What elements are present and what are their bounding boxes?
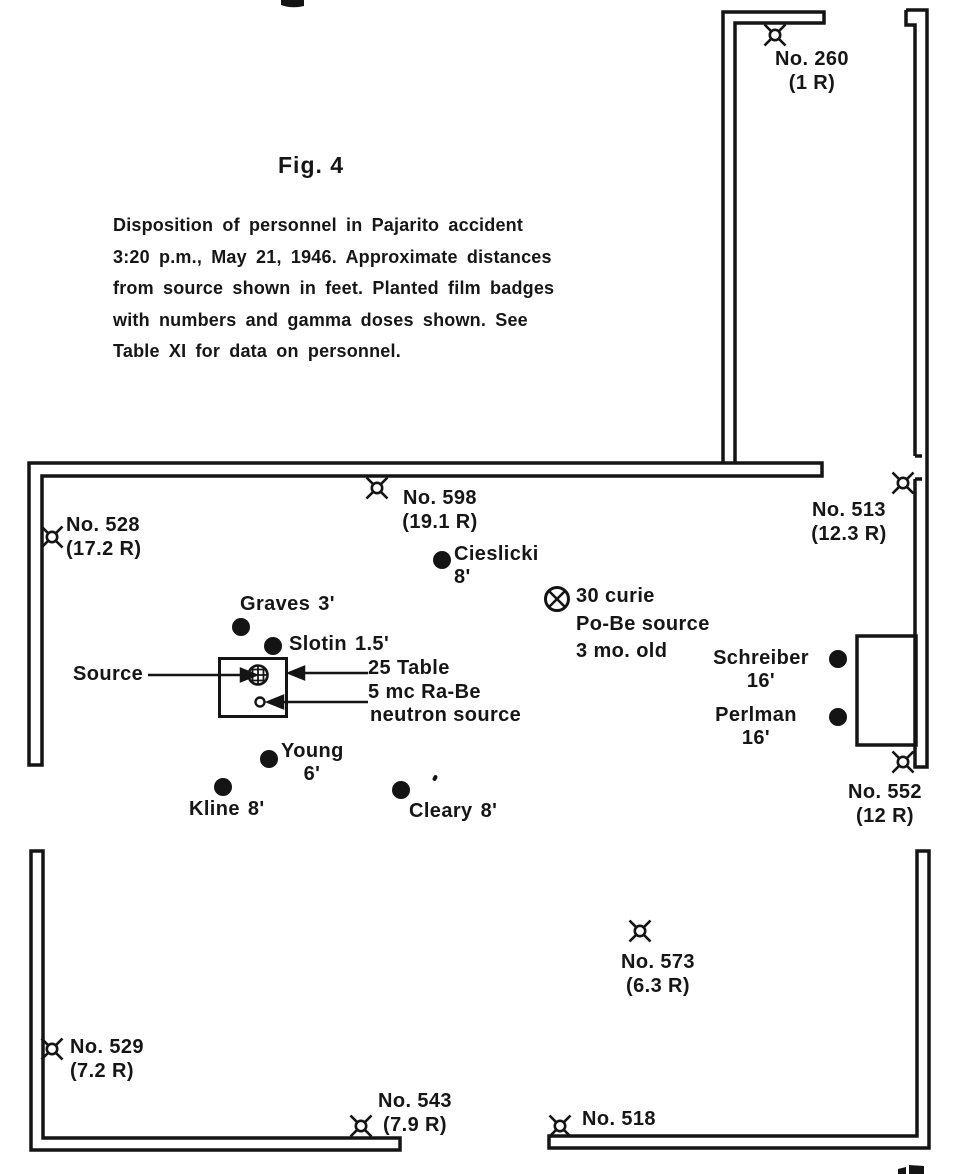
film-badge-552 <box>831 780 939 828</box>
badge-number: No. 598 <box>403 487 477 509</box>
film-badge-icon-518 <box>546 1112 574 1140</box>
film-badge-529 <box>70 1035 144 1083</box>
film-badge-598 <box>384 486 496 534</box>
person-dot-cieslicki <box>433 551 451 569</box>
person-distance: 6' <box>303 763 321 785</box>
person-name: Kline <box>189 798 240 820</box>
caption-line-1: Disposition of personnel in Pajarito accident <box>113 215 524 235</box>
film-badge-icon-552 <box>889 748 917 776</box>
badge-number: No. 528 <box>66 514 140 536</box>
person-perlman <box>712 704 800 750</box>
person-dot-young <box>260 750 278 768</box>
film-badge-icon-573 <box>626 917 654 945</box>
table-label: 25 Table <box>368 657 450 679</box>
person-dot-kline <box>214 778 232 796</box>
person-dot-schreiber <box>829 650 847 668</box>
badge-number: No. 573 <box>621 951 695 973</box>
person-cleary <box>409 800 497 823</box>
badge-number: No. 260 <box>775 48 849 70</box>
badge-dose: (7.2 R) <box>70 1060 134 1082</box>
caption-line-4: with numbers and gamma doses shown. See <box>113 309 528 330</box>
badge-number: No. 529 <box>70 1036 144 1058</box>
badge-dose: (7.9 R) <box>383 1114 447 1136</box>
badge-dose: (6.3 R) <box>626 975 690 997</box>
person-dot-graves <box>232 618 250 636</box>
badge-number: No. 518 <box>582 1108 656 1130</box>
badge-dose: (17.2 R) <box>66 538 142 560</box>
film-badge-icon-528 <box>38 523 66 551</box>
po-be-line-3: 3 mo. old <box>576 640 668 662</box>
person-name: Schreiber <box>713 647 809 669</box>
person-distance: 8' <box>454 566 471 588</box>
neutron-source-label-line1: 5 mc Ra-Be <box>368 681 481 703</box>
figure-caption <box>113 210 554 368</box>
person-dot-cleary <box>392 781 410 799</box>
po-be-line-1: 30 curie <box>576 585 655 607</box>
person-name: Young <box>281 740 344 762</box>
caption-line-2: 3:20 p.m., May 21, 1946. Approximate distances <box>113 246 552 267</box>
badge-dose: (19.1 R) <box>402 511 478 533</box>
badge-number: No. 552 <box>848 781 922 803</box>
film-badge-543 <box>366 1089 464 1137</box>
person-name: Graves <box>240 593 311 615</box>
person-name: Cieslicki <box>454 543 539 565</box>
person-name: Slotin <box>289 633 347 655</box>
person-distance: 16' <box>741 727 771 749</box>
badge-dose: (12 R) <box>856 805 914 827</box>
person-name: Cleary <box>409 800 473 822</box>
person-name: Perlman <box>715 704 797 726</box>
person-cieslicki <box>454 543 539 589</box>
caption-line-3: from source shown in feet. Planted film badges <box>113 278 555 298</box>
wall-bottom-right <box>549 851 929 1148</box>
badge-dose: (12.3 R) <box>811 523 887 545</box>
badge-dose: (1 R) <box>788 72 836 94</box>
table-outline <box>218 657 288 718</box>
person-slotin <box>289 633 389 656</box>
film-badge-icon-260 <box>761 21 789 49</box>
caption-line-5: Table XI for data on personnel. <box>113 341 401 361</box>
person-distance: 8' <box>247 798 265 820</box>
po-be-source-icon <box>546 588 569 611</box>
booth-outline <box>857 636 916 745</box>
person-distance: 1.5' <box>354 633 390 655</box>
wall-corridor-right-top <box>906 10 915 456</box>
person-kline <box>189 798 265 821</box>
person-graves <box>240 593 335 616</box>
person-distance: 8' <box>480 800 498 822</box>
neutron-source-label-line2: neutron source <box>370 704 522 726</box>
film-badge-573 <box>604 950 712 998</box>
film-badge-icon-513 <box>889 469 917 497</box>
person-distance: 3' <box>318 593 335 615</box>
film-badge-528 <box>66 513 141 561</box>
source-label: Source <box>73 663 144 685</box>
person-dot-perlman <box>829 708 847 726</box>
person-dot-slotin <box>264 637 282 655</box>
person-young <box>281 740 343 786</box>
film-badge-518 <box>582 1107 656 1131</box>
person-schreiber <box>711 647 811 693</box>
badge-number: No. 513 <box>812 499 886 521</box>
wall-bottom-left <box>31 851 400 1150</box>
po-be-source-label <box>576 583 710 666</box>
film-badge-icon-529 <box>38 1035 66 1063</box>
film-badge-260 <box>757 47 867 95</box>
po-be-line-2: Po-Be source <box>576 612 710 635</box>
person-distance: 16' <box>746 670 776 692</box>
badge-number: No. 543 <box>378 1090 452 1112</box>
figure-title: Fig. 4 <box>278 152 345 178</box>
film-badge-513 <box>795 498 903 546</box>
